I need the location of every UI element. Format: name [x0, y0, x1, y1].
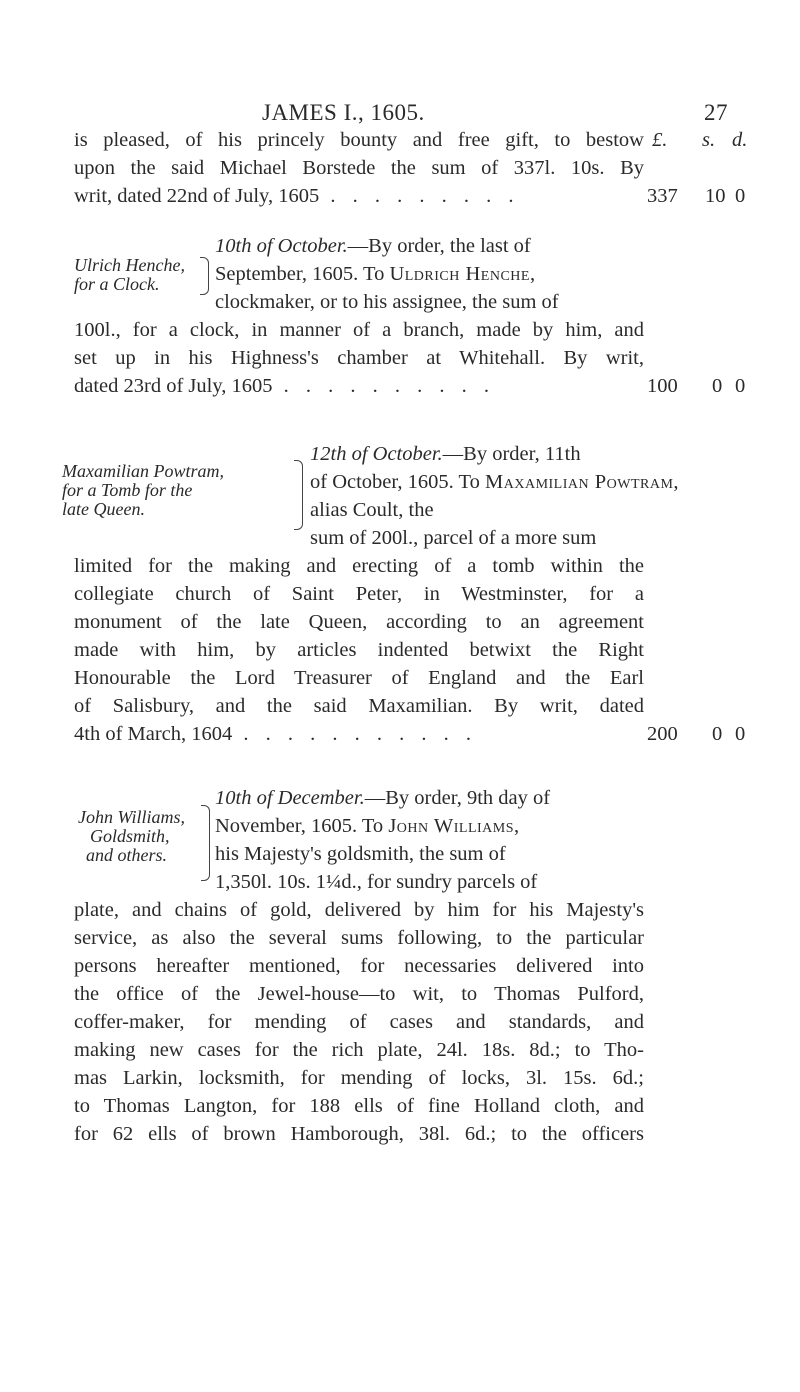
margin-note-line: and others. — [86, 845, 167, 865]
entry-3-line-4: 1,350l. 10s. 1¼d., for sundry parcels of — [215, 871, 538, 893]
entry-2-line-3: alias Coult, the — [310, 499, 434, 521]
entry-0-pounds: 337 — [647, 185, 678, 207]
margin-brace — [201, 805, 210, 881]
leader-dots: . . . . . . . . . . . — [232, 723, 478, 745]
entry-3-margin-note — [78, 808, 185, 865]
entry-1-line-6 — [74, 373, 746, 400]
margin-note-line: for a Tomb for the — [62, 480, 193, 500]
entry-2-shillings: 0 — [712, 723, 723, 745]
leader-dots: . . . . . . . . . . — [272, 375, 496, 397]
entry-2-line-11 — [74, 721, 746, 748]
margin-brace — [294, 460, 303, 530]
entry-1-line-1-text: September, 1605. To — [215, 263, 385, 285]
entry-2-line-11-text: 4th of March, 1604 — [74, 723, 233, 745]
entry-0-line-0: is pleased, of his princely bounty and free gift, to bestow — [74, 129, 644, 151]
margin-note-line: Maxamilian Powtram, — [62, 461, 224, 481]
entry-1-shillings: 0 — [712, 375, 723, 397]
entry-2-line-1 — [310, 469, 742, 496]
pence-header: d. — [732, 129, 748, 151]
margin-note-line: Goldsmith, — [90, 826, 170, 846]
entry-3-date-head: 10th of December. — [215, 787, 365, 809]
entry-2-payee: Maxamilian Powtram, — [485, 471, 680, 493]
entry-2-pence: 0 — [735, 723, 746, 745]
entry-2-line-0-text: —By order, 11th — [442, 443, 581, 465]
entry-1-line-1 — [215, 261, 742, 288]
entry-3-line-5: plate, and chains of gold, delivered by him for his Majesty's — [74, 899, 644, 921]
entry-1-pence: 0 — [735, 375, 746, 397]
entry-2-line-4: sum of 200l., parcel of a more sum — [310, 527, 597, 549]
entry-1-line-6-text: dated 23rd of July, 1605 — [74, 375, 273, 397]
entry-1-pounds: 100 — [647, 375, 678, 397]
entry-1-payee: Uldrich Henche, — [389, 263, 536, 285]
page-number: 27 — [704, 100, 728, 125]
entry-3-line-8: the office of the Jewel-house—to wit, to Thomas Pulford, — [74, 983, 644, 1005]
entry-3-line-9: coffer-maker, for mending of cases and standards, and — [74, 1011, 644, 1033]
pounds-header: £. — [652, 129, 668, 151]
shillings-header: s. — [702, 129, 716, 151]
entry-1-line-0 — [215, 233, 742, 260]
margin-note-line: for a Clock. — [74, 274, 160, 294]
leader-dots: . . . . . . . . . — [319, 185, 520, 207]
entry-3-line-1 — [215, 813, 742, 840]
entry-1-line-3: clockmaker, or to his assignee, the sum of — [215, 291, 559, 313]
entry-3-line-11: mas Larkin, locksmith, for mending of locks, 3l. 15s. 6d.; — [74, 1067, 644, 1089]
entry-3-payee: John Williams, — [388, 815, 520, 837]
entry-1-line-0-text: —By order, the last of — [347, 235, 531, 257]
entry-2-line-10: of Salisbury, and the said Maxamilian. By writ, dated — [74, 695, 644, 717]
entry-2-line-5: limited for the making and erecting of a tomb within the — [74, 555, 644, 577]
entry-3-line-1-text: November, 1605. To — [215, 815, 384, 837]
entry-3-line-6: service, as also the several sums following, to the particular — [74, 927, 644, 949]
entry-1-date-head: 10th of October. — [215, 235, 348, 257]
entry-2-line-1-text: of October, 1605. To — [310, 471, 480, 493]
entry-1-line-5: set up in his Highness's chamber at Whitehall. By writ, — [74, 347, 644, 369]
margin-note-line: John Williams, — [78, 807, 185, 827]
entry-0-line-2-text: writ, dated 22nd of July, 1605 — [74, 185, 320, 207]
entry-3-line-10: making new cases for the rich plate, 24l. 18s. 8d.; to Tho- — [74, 1039, 644, 1061]
margin-note-line: late Queen. — [62, 499, 145, 519]
entry-0-line-1: upon the said Michael Borstede the sum of 337l. 10s. By — [74, 157, 644, 179]
margin-note-line: Ulrich Henche, — [74, 255, 185, 275]
entry-3-line-13: for 62 ells of brown Hamborough, 38l. 6d.; to the officers — [74, 1123, 644, 1145]
entry-0-shillings: 10 — [705, 185, 726, 207]
entry-2-date-head: 12th of October. — [310, 443, 443, 465]
running-title: JAMES I., 1605. — [262, 100, 425, 125]
entry-3-line-12: to Thomas Langton, for 188 ells of fine Holland cloth, and — [74, 1095, 644, 1117]
entry-2-line-0 — [310, 441, 742, 468]
entry-2-line-9: Honourable the Lord Treasurer of England and the Earl — [74, 667, 644, 689]
entry-0-pence: 0 — [735, 185, 746, 207]
margin-brace — [200, 257, 209, 295]
entry-2-line-8: made with him, by articles indented betwixt the Right — [74, 639, 644, 661]
entry-0-line-2 — [74, 183, 746, 210]
entry-2-line-6: collegiate church of Saint Peter, in Westminster, for a — [74, 583, 644, 605]
entry-2-margin-note — [62, 462, 224, 519]
entry-1-line-4: 100l., for a clock, in manner of a branch, made by him, and — [74, 319, 644, 341]
entry-3-line-0 — [215, 785, 742, 812]
entry-3-line-3: his Majesty's goldsmith, the sum of — [215, 843, 506, 865]
entry-3-line-7: persons hereafter mentioned, for necessaries delivered into — [74, 955, 644, 977]
entry-3-line-0-text: —By order, 9th day of — [364, 787, 551, 809]
entry-1-margin-note — [74, 256, 185, 294]
entry-2-line-7: monument of the late Queen, according to an agreement — [74, 611, 644, 633]
entry-2-pounds: 200 — [647, 723, 678, 745]
